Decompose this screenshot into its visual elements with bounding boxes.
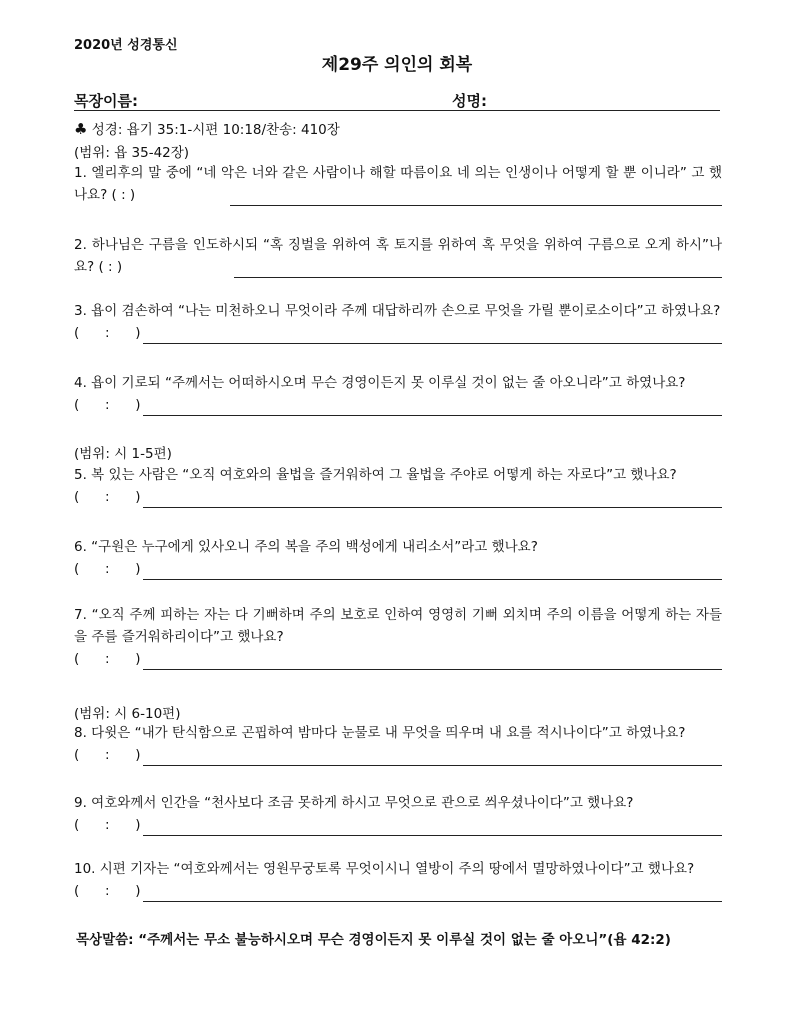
question-10 [74, 858, 722, 902]
question-text: 1. 엘리후의 말 중에 “네 악은 너와 같은 사람이나 해할 따름이요 네 의는 인생이나 어떻게 할 뿐 이니라” 고 했나요? ( : ) [74, 165, 722, 203]
club-icon: ♣ [74, 120, 88, 138]
answer-blank: ( : ) [74, 747, 141, 763]
answer-blank: ( : ) [74, 651, 141, 667]
answer-field[interactable] [143, 563, 722, 580]
question-text: 8. 다윗은 “내가 탄식함으로 곤핍하여 밤마다 눈물로 내 무엇을 띄우며 내 요를 적시나이다”고 하였나요? [74, 725, 686, 741]
answer-blank: ( : ) [74, 325, 141, 341]
question-text: 7. “오직 주께 피하는 자는 다 기뻐하며 주의 보호로 인하여 영영히 기뻐 외치며 주의 이름을 어떻게 하는 자들을 주를 즐거워하리이다”고 했나요? [74, 607, 722, 645]
answer-field[interactable] [143, 327, 722, 344]
answer-field[interactable] [143, 653, 722, 670]
question-text: 3. 욥이 겸손하여 “나는 미천하오니 무엇이라 주께 대답하리까 손으로 무엇을 가릴 뿐이로소이다”고 하였나요? [74, 303, 721, 319]
question-6 [74, 536, 722, 580]
person-name-label: 성명: [452, 92, 487, 110]
question-text: 4. 욥이 기로되 “주께서는 어떠하시오며 무슨 경영이든지 못 이루실 것이 없는 줄 아오니라”고 하였나요? [74, 375, 686, 391]
question-9 [74, 792, 722, 836]
answer-field[interactable] [143, 885, 722, 902]
answer-blank: ( : ) [74, 561, 141, 577]
question-text: 5. 복 있는 사람은 “오직 여호와의 율법을 즐거워하여 그 율법을 주야로 어떻게 하는 자로다”고 했나요? [74, 467, 677, 483]
answer-field[interactable] [143, 819, 722, 836]
range-label: (범위: 시 6-10편) [74, 706, 181, 722]
year-label: 2020년 성경통신 [74, 38, 178, 53]
question-5 [74, 464, 722, 508]
group-name-label: 목장이름: [74, 92, 138, 110]
question-4 [74, 372, 722, 416]
answer-field[interactable] [143, 491, 722, 508]
range-label: (범위: 시 1-5편) [74, 446, 172, 462]
answer-blank: ( : ) [74, 883, 141, 899]
answer-field[interactable] [230, 189, 722, 206]
question-text: 6. “구원은 누구에게 있사오니 주의 복을 주의 백성에게 내리소서”라고 했나요? [74, 539, 538, 555]
answer-blank: ( : ) [74, 397, 141, 413]
memory-verse: 목상말씀: “주께서는 무소 불능하시오며 무슨 경영이든지 못 이루실 것이 없는 줄 아오니”(욥 42:2) [76, 932, 671, 948]
answer-field[interactable] [234, 261, 722, 278]
question-7 [74, 604, 722, 670]
range-label: (범위: 욥 35-42장) [74, 145, 190, 161]
question-text: 10. 시편 기자는 “여호와께서는 영원무궁토록 무엇이시니 열방이 주의 땅에서 멸망하였나이다”고 했나요? [74, 861, 695, 877]
scripture-line [74, 118, 340, 138]
question-text: 9. 여호와께서 인간을 “천사보다 조금 못하게 하시고 무엇으로 관으로 씌우셨나이다”고 했나요? [74, 795, 634, 811]
scripture-text: 성경: 욥기 35:1-시편 10:18/찬송: 410장 [91, 122, 340, 138]
answer-field[interactable] [143, 749, 722, 766]
answer-blank: ( : ) [74, 817, 141, 833]
question-8 [74, 722, 722, 766]
answer-field[interactable] [143, 399, 722, 416]
answer-blank: ( : ) [74, 489, 141, 505]
name-fields [74, 90, 720, 111]
question-3 [74, 300, 722, 344]
answer-line[interactable] [228, 184, 722, 206]
answer-line[interactable] [232, 256, 722, 278]
question-text: 2. 하나님은 구름을 인도하시되 “혹 징벌을 위하여 혹 토지를 위하여 혹 무엇을 위하여 구름으로 오게 하시”나요? ( : ) [74, 237, 722, 275]
page-title: 제29주 의인의 회복 [321, 55, 473, 75]
